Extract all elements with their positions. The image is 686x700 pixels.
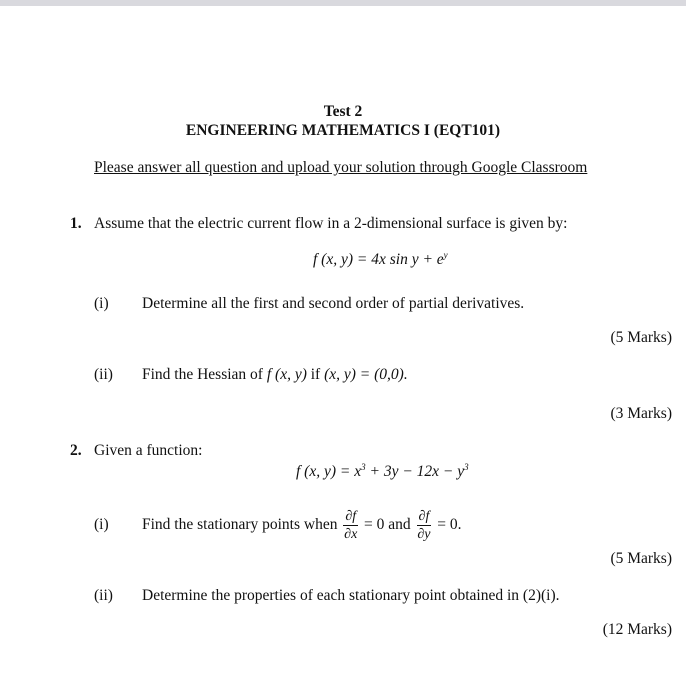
q2-text: Given a function: xyxy=(94,442,203,459)
q2-i-text xyxy=(142,505,461,545)
q2-ii-text: Determine the properties of each stationary point obtained in (2)(i). xyxy=(142,587,560,604)
q1-ii-text xyxy=(142,366,408,384)
q1-i-marks: (5 Marks) xyxy=(610,329,672,346)
q1-ii-math-a: f (x, y) xyxy=(266,366,307,383)
q2-i-fraction-x xyxy=(343,508,358,543)
q1-text: Assume that the electric current flow in a 2-dimensional surface is given by: xyxy=(94,215,568,232)
q1-ii-text-a: Find the Hessian of xyxy=(142,366,267,383)
q2-i-eq1: = 0 xyxy=(364,516,385,533)
test-title: Test 2 xyxy=(323,103,363,120)
q1-ii-text-b: if xyxy=(306,366,325,383)
q2-i-frac2-num: ∂f xyxy=(418,508,430,524)
q2-i-eq2: = 0. xyxy=(437,516,462,533)
q1-equation-exp: y xyxy=(443,250,448,260)
course-title: ENGINEERING MATHEMATICS I (EQT101) xyxy=(185,122,501,139)
q1-i-label: (i) xyxy=(94,295,109,312)
q1-ii-label: (ii) xyxy=(94,366,113,383)
q1-i-text: Determine all the first and second order of partial derivatives. xyxy=(142,295,525,312)
q2-i-and: and xyxy=(388,516,411,533)
q2-i-label: (i) xyxy=(94,516,109,533)
top-divider xyxy=(0,0,686,6)
q2-i-fraction-y xyxy=(417,508,432,543)
q2-equation-t1: f (x, y) = x xyxy=(296,463,362,480)
q2-equation xyxy=(296,463,469,481)
q2-equation-e2: 3 xyxy=(464,462,469,472)
q2-equation-e1: 3 xyxy=(361,462,366,472)
q2-ii-marks: (12 Marks) xyxy=(602,621,672,638)
q2-number: 2. xyxy=(70,442,82,459)
q2-i-text-main: Find the stationary points when xyxy=(142,516,342,533)
instruction-text: Please answer all question and upload your solution through Google Classroom xyxy=(94,159,588,176)
q2-i-frac1-num: ∂f xyxy=(345,508,357,524)
q2-i-marks: (5 Marks) xyxy=(610,550,672,567)
q1-ii-marks: (3 Marks) xyxy=(610,405,672,422)
q2-i-frac2-den: ∂y xyxy=(417,526,431,542)
q2-equation-t2: + 3y − 12x − y xyxy=(365,463,465,480)
q1-equation xyxy=(313,251,448,269)
q2-ii-label: (ii) xyxy=(94,587,113,604)
q1-ii-math-b: (x, y) = (0,0). xyxy=(324,366,408,383)
q2-i-frac1-den: ∂x xyxy=(344,526,358,542)
q1-equation-main: f (x, y) = 4x sin y + e xyxy=(313,251,444,268)
q1-number: 1. xyxy=(70,215,82,232)
